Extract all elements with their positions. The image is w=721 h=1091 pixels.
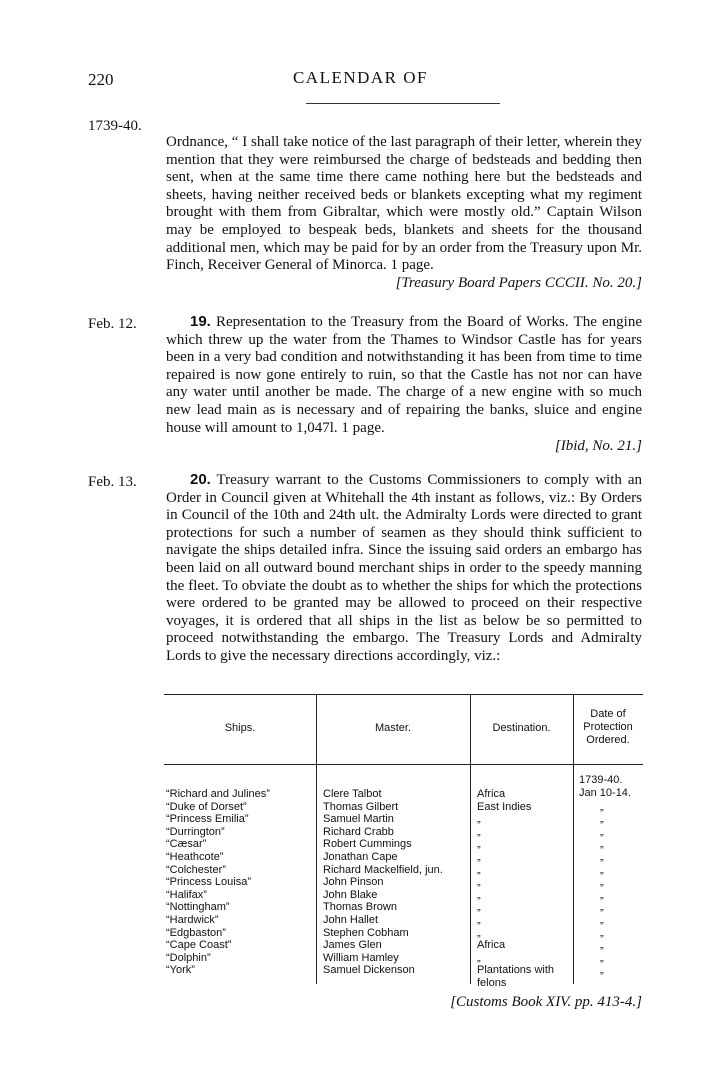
ship-name: “Colchester” xyxy=(166,863,226,876)
protection-date: „ xyxy=(600,888,604,901)
master-name: Thomas Gilbert xyxy=(323,800,399,813)
destination: „ xyxy=(477,913,481,926)
protection-date: „ xyxy=(600,951,604,964)
destination: „ xyxy=(477,825,481,838)
ship-name: “Dolphin” xyxy=(166,951,211,964)
destination: „ xyxy=(477,951,481,964)
protection-date: „ xyxy=(600,876,604,889)
protection-date: „ xyxy=(600,913,604,926)
ship-name: “Richard and Julines” xyxy=(166,788,270,800)
protection-date: „ xyxy=(600,813,604,826)
entry-date: 1739-40. xyxy=(88,118,142,134)
protection-date: „ xyxy=(600,800,604,813)
page-number: 220 xyxy=(88,70,114,89)
master-name: Thomas Brown xyxy=(323,901,397,914)
table-row xyxy=(164,927,643,940)
table-row xyxy=(164,914,643,927)
ship-name: “York” xyxy=(166,964,195,977)
table-row xyxy=(164,876,643,889)
table-row xyxy=(164,864,643,877)
entry-date: Feb. 13. xyxy=(88,474,137,490)
protection-date: „ xyxy=(600,939,604,952)
table-row xyxy=(164,826,643,839)
ships-table-body xyxy=(164,788,643,989)
master-name: John Pinson xyxy=(323,876,384,889)
table-row xyxy=(164,952,643,965)
entry-number: 20. xyxy=(190,471,211,488)
protection-date: „ xyxy=(600,964,604,977)
protection-date: „ xyxy=(600,850,604,863)
destination: „ xyxy=(477,863,481,876)
entry-reference: [Ibid, No. 21.] xyxy=(554,438,642,454)
table-top-rule xyxy=(164,694,643,695)
master-name: William Hamley xyxy=(323,951,399,964)
running-title: CALENDAR OF xyxy=(292,68,429,87)
destination: „ xyxy=(477,850,481,863)
table-row xyxy=(164,901,643,914)
protection-date: „ xyxy=(600,838,604,851)
master-name: Clere Talbot xyxy=(323,788,382,800)
destination: „ xyxy=(477,813,481,826)
table-header-rule xyxy=(164,764,643,765)
entry-text: 19. Representation to the Treasury from the Board of Works. The engine which threw up the water from the Thames to Windsor Castle has for years been in a very bad condition and notwithstanding it has been from time to time repaired is now gone entirely to ruin, so that the Castle has not nor can have any water until another be made. The charge of a new engine with so much new lead main as is necessary and of repairing the banks, sluice and engine house will amount to 1,047l. 1 page. xyxy=(166,313,642,436)
protection-date: „ xyxy=(600,863,604,876)
table-row xyxy=(164,838,643,851)
column-header-destination: Destination. xyxy=(492,722,551,734)
protection-date: „ xyxy=(600,926,604,939)
table-row xyxy=(164,788,643,801)
destination: „ xyxy=(477,876,481,889)
master-name: Stephen Cobham xyxy=(323,926,409,939)
date-year: 1739-40. xyxy=(579,774,623,786)
column-header-ships: Ships. xyxy=(224,722,256,734)
ship-name: “Cape Coast” xyxy=(166,939,232,952)
table-row xyxy=(164,813,643,826)
destination: „ xyxy=(477,926,481,939)
table-row xyxy=(164,851,643,864)
ship-name: “Heathcote” xyxy=(166,850,224,863)
entry-text: 20. Treasury warrant to the Customs Commissioners to comply with an Order in Council given at Whitehall the 4th instant as follows, viz.: By Orders in Council of the 10th and 24th ult. the Admiralty Lords were directed to grant protections for such a number of seamen as they should think sufficient to navigate the ships detailed infra. Since the issuing said orders an embargo has been laid on all outward bound merchant ships in order to the speedy manning the fleet. To obviate the doubt as to whether the ships for which the protections were ordered to be granted may be allowed to proceed on their respective voyages, it is ordered that all ships in the list as below be so permitted to proceed notwithstanding the embargo. The Treasury Lords and Admiralty Lords to give the necessary directions accordingly, viz.: xyxy=(166,471,642,664)
ship-name: “Duke of Dorset” xyxy=(166,800,247,813)
column-header-date: Date of Protection Ordered. xyxy=(583,708,633,746)
destination: Africa xyxy=(477,939,506,952)
protection-date: „ xyxy=(600,901,604,914)
table-row xyxy=(164,939,643,952)
table-row xyxy=(164,964,643,989)
destination: „ xyxy=(477,888,481,901)
ship-name: “Durrington” xyxy=(166,825,225,838)
master-name: Richard Mackelfield, jun. xyxy=(323,863,443,876)
ship-name: “Nottingham” xyxy=(166,901,230,914)
master-name: Robert Cummings xyxy=(323,838,412,851)
master-name: Samuel Martin xyxy=(323,813,394,826)
column-header-master: Master. xyxy=(374,722,412,734)
header-rule xyxy=(306,103,500,104)
master-name: John Blake xyxy=(323,888,378,901)
destination: Plantations with felons xyxy=(477,964,555,989)
destination: „ xyxy=(477,838,481,851)
master-name: James Glen xyxy=(323,939,382,952)
entry-reference: [Treasury Board Papers CCCII. No. 20.] xyxy=(395,275,642,291)
master-name: Jonathan Cape xyxy=(323,850,398,863)
destination: „ xyxy=(477,901,481,914)
destination: East Indies xyxy=(477,800,532,813)
master-name: John Hallet xyxy=(323,913,379,926)
entry-number: 19. xyxy=(190,313,211,330)
ship-name: “Halifax” xyxy=(166,888,207,901)
date-range: Jan 10-14. xyxy=(579,787,631,799)
ship-name: “Princess Emilia” xyxy=(166,813,249,826)
table-row xyxy=(164,889,643,902)
entry-text: Ordnance, “ I shall take notice of the last paragraph of their letter, wherein they mention that they were reimbursed the charge of bedsteads and bedding then sent, when at the same time there came nothing here but the bedsteads and sheets, having neither received beds or blankets excepting what my regiment brought with them from Gibraltar, which were mostly old.” Captain Wilson may be employed to bespeak beds, blankets and sheets for the thousand additional men, which may be paid for by an order from the Treasury upon Mr. Finch, Receiver General of Minorca. 1 page. xyxy=(166,134,642,274)
ship-name: “Edgbaston” xyxy=(166,926,226,939)
table-row xyxy=(164,801,643,814)
protection-date: „ xyxy=(600,825,604,838)
ship-name: “Cæsar” xyxy=(166,838,207,851)
entry-date: Feb. 12. xyxy=(88,316,137,332)
master-name: Samuel Dickenson xyxy=(323,964,415,977)
master-name: Richard Crabb xyxy=(323,825,394,838)
ship-name: “Hardwick” xyxy=(166,913,219,926)
ship-name: “Princess Louisa” xyxy=(166,876,251,889)
destination: Africa xyxy=(477,788,506,800)
footer-reference: [Customs Book XIV. pp. 413-4.] xyxy=(450,994,642,1010)
